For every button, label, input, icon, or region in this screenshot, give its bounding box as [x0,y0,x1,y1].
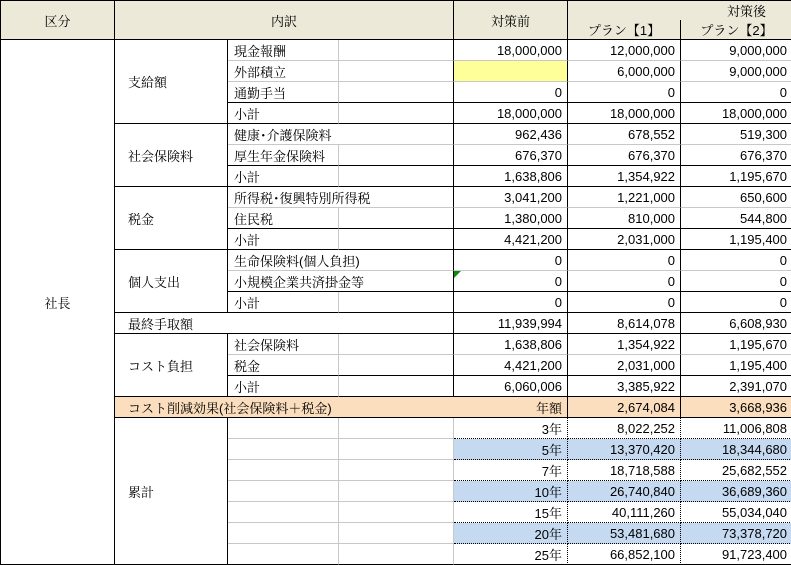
group-cell[interactable]: 個人支出 [115,250,228,313]
table-row [1,397,791,418]
item-cell[interactable]: 通勤手当 [228,82,339,103]
empty-cell[interactable] [339,145,454,166]
value-cell-plan1[interactable]: 13,370,420 [568,439,681,460]
period-cell[interactable]: 年額 [454,397,568,418]
subtotal-label-cell[interactable]: 小計 [228,103,339,124]
value-cell-pre[interactable]: 1,638,806 [454,166,568,187]
empty-cell[interactable] [339,481,454,502]
value-cell-plan2[interactable]: 36,689,360 [681,481,791,502]
group-cell[interactable]: 支給額 [115,40,228,124]
value-cell-plan1[interactable]: 1,354,922 [568,166,681,187]
empty-cell[interactable] [228,460,339,481]
empty-cell[interactable] [339,418,454,439]
value-cell-pre[interactable]: 1,638,806 [454,334,568,355]
net-income-label-cell[interactable]: 最終手取額 [115,313,454,334]
period-cell[interactable]: 7年 [454,460,568,481]
value-cell-plan1[interactable]: 0 [568,271,681,292]
empty-cell[interactable] [228,523,339,544]
item-cell[interactable]: 現金報酬 [228,40,339,61]
value-cell-plan2[interactable]: 676,370 [681,145,791,166]
value-cell-pre[interactable]: 676,370 [454,145,568,166]
value-cell-pre[interactable]: 0 [454,82,568,103]
item-cell[interactable]: 小規模企業共済掛金等 [228,271,454,292]
value-cell-plan1[interactable]: 0 [568,250,681,271]
value-cell-plan2[interactable]: 2,391,070 [681,376,791,397]
empty-cell[interactable] [339,40,454,61]
group-cell[interactable]: 税金 [115,187,228,250]
value-cell-pre[interactable]: 1,380,000 [454,208,568,229]
value-cell-plan1[interactable]: 0 [568,82,681,103]
kubun-cell[interactable]: 社長 [1,40,115,565]
value-cell-plan2[interactable]: 9,000,000 [681,61,791,82]
table-row [1,250,791,271]
empty-cell[interactable] [228,439,339,460]
empty-cell[interactable] [339,229,454,250]
group-cell[interactable]: 社会保険料 [115,124,228,187]
value-cell-plan1[interactable]: 0 [568,292,681,313]
empty-cell[interactable] [339,61,454,82]
value-cell-pre[interactable]: 4,421,200 [454,229,568,250]
table-row [1,124,791,145]
value-cell-plan2[interactable]: 6,608,930 [681,313,791,334]
value-cell-plan1[interactable]: 2,674,084 [568,397,681,418]
value-cell-pre[interactable]: 0 [454,250,568,271]
header-row-1 [1,1,791,20]
empty-cell[interactable] [339,355,454,376]
empty-cell[interactable] [228,544,339,565]
header-kubun[interactable]: 区分 [1,1,115,40]
value-cell-plan1[interactable]: 40,111,260 [568,502,681,523]
value-cell-plan2[interactable]: 519,300 [681,124,791,145]
value-cell-plan2[interactable]: 544,800 [681,208,791,229]
value-cell-plan1[interactable]: 66,852,100 [568,544,681,565]
subtotal-label-cell[interactable]: 小計 [228,166,339,187]
value-cell-plan1[interactable]: 2,031,000 [568,229,681,250]
value-cell-plan2[interactable]: 1,195,670 [681,334,791,355]
empty-cell[interactable] [339,460,454,481]
comment-indicator-icon [454,271,461,278]
header-before[interactable]: 対策前 [454,1,568,40]
value-cell-plan2[interactable]: 0 [681,292,791,313]
empty-cell[interactable] [339,439,454,460]
table-row [1,334,791,355]
item-cell[interactable]: 外部積立 [228,61,339,82]
group-cell[interactable]: コスト負担 [115,334,228,397]
empty-cell[interactable] [339,502,454,523]
value-cell-plan1[interactable]: 8,614,078 [568,313,681,334]
empty-cell[interactable] [339,376,454,397]
empty-cell[interactable] [339,523,454,544]
item-cell[interactable]: 生命保険料(個人負担) [228,250,454,271]
value-text: 0 [554,273,563,289]
item-cell[interactable]: 社会保険料 [228,334,339,355]
value-cell-plan1[interactable]: 1,354,922 [568,334,681,355]
item-cell[interactable]: 住民税 [228,208,339,229]
subtotal-label-cell[interactable]: 小計 [228,229,339,250]
value-cell-plan1[interactable]: 2,031,000 [568,355,681,376]
period-cell[interactable]: 15年 [454,502,568,523]
empty-cell[interactable] [228,502,339,523]
period-cell[interactable]: 5年 [454,439,568,460]
table-row [1,418,791,439]
period-cell[interactable]: 25年 [454,544,568,565]
value-cell-pre[interactable]: 0 [454,292,568,313]
item-cell[interactable]: 厚生年金保険料 [228,145,339,166]
item-cell[interactable]: 所得税･復興特別所得税 [228,187,454,208]
empty-cell[interactable] [339,208,454,229]
empty-cell[interactable] [339,82,454,103]
value-cell-plan1[interactable]: 1,221,000 [568,187,681,208]
value-cell-plan2[interactable]: 1,195,400 [681,229,791,250]
table-row [1,187,791,208]
value-cell-plan2[interactable]: 0 [681,271,791,292]
value-cell-plan2[interactable]: 25,682,552 [681,460,791,481]
value-cell-plan1[interactable]: 678,552 [568,124,681,145]
header-plan2[interactable]: プラン【2】 [681,20,791,40]
value-cell-plan2[interactable]: 1,195,670 [681,166,791,187]
value-cell-plan1[interactable]: 12,000,000 [568,40,681,61]
value-cell-plan1[interactable]: 18,718,588 [568,460,681,481]
subtotal-label-cell[interactable]: 小計 [228,292,339,313]
value-cell-plan1[interactable]: 53,481,680 [568,523,681,544]
empty-cell[interactable] [228,481,339,502]
value-cell-plan1[interactable]: 676,370 [568,145,681,166]
value-cell-pre[interactable]: 6,060,006 [454,376,568,397]
value-cell-plan2[interactable]: 0 [681,250,791,271]
item-cell[interactable]: 税金 [228,355,339,376]
empty-cell[interactable] [339,334,454,355]
header-after[interactable]: 対策後 [568,1,791,20]
empty-cell[interactable] [339,103,454,124]
table-row [1,40,791,61]
value-cell-pre[interactable]: 18,000,000 [454,40,568,61]
value-cell-plan1[interactable]: 3,385,922 [568,376,681,397]
value-cell-plan2[interactable]: 0 [681,82,791,103]
value-cell-plan1[interactable]: 8,022,252 [568,418,681,439]
empty-cell[interactable] [339,166,454,187]
value-cell-pre[interactable] [454,271,568,292]
header-uchiwake[interactable]: 内訳 [115,1,454,40]
value-cell-plan1[interactable]: 6,000,000 [568,61,681,82]
cost-saving-label-cell[interactable]: コスト削減効果(社会保険料＋税金) [115,397,454,418]
empty-cell[interactable] [228,418,339,439]
value-cell-plan2[interactable]: 91,723,400 [681,544,791,565]
value-cell-plan2[interactable]: 3,668,936 [681,397,791,418]
value-cell-plan1[interactable]: 18,000,000 [568,103,681,124]
input-cell-yellow[interactable] [454,61,568,82]
period-cell[interactable]: 20年 [454,523,568,544]
value-cell-plan2[interactable]: 73,378,720 [681,523,791,544]
value-cell-plan2[interactable]: 55,034,040 [681,502,791,523]
empty-cell[interactable] [339,544,454,565]
value-cell-plan2[interactable]: 9,000,000 [681,40,791,61]
empty-cell[interactable] [339,292,454,313]
value-cell-plan2[interactable]: 11,006,808 [681,418,791,439]
value-cell-plan2[interactable]: 650,600 [681,187,791,208]
value-cell-pre[interactable]: 18,000,000 [454,103,568,124]
value-cell-pre[interactable]: 11,939,994 [454,313,568,334]
group-cell[interactable]: 累計 [115,418,228,565]
value-cell-plan2[interactable]: 18,344,680 [681,439,791,460]
value-cell-plan1[interactable]: 26,740,840 [568,481,681,502]
value-cell-pre[interactable]: 4,421,200 [454,355,568,376]
value-cell-plan1[interactable]: 810,000 [568,208,681,229]
value-cell-plan2[interactable]: 18,000,000 [681,103,791,124]
item-cell[interactable]: 健康･介護保険料 [228,124,454,145]
header-plan1[interactable]: プラン【1】 [568,20,681,40]
subtotal-label-cell[interactable]: 小計 [228,376,339,397]
value-cell-pre[interactable]: 3,041,200 [454,187,568,208]
table-row [1,313,791,334]
period-cell[interactable]: 3年 [454,418,568,439]
value-cell-plan2[interactable]: 1,195,400 [681,355,791,376]
value-cell-pre[interactable]: 962,436 [454,124,568,145]
period-cell[interactable]: 10年 [454,481,568,502]
